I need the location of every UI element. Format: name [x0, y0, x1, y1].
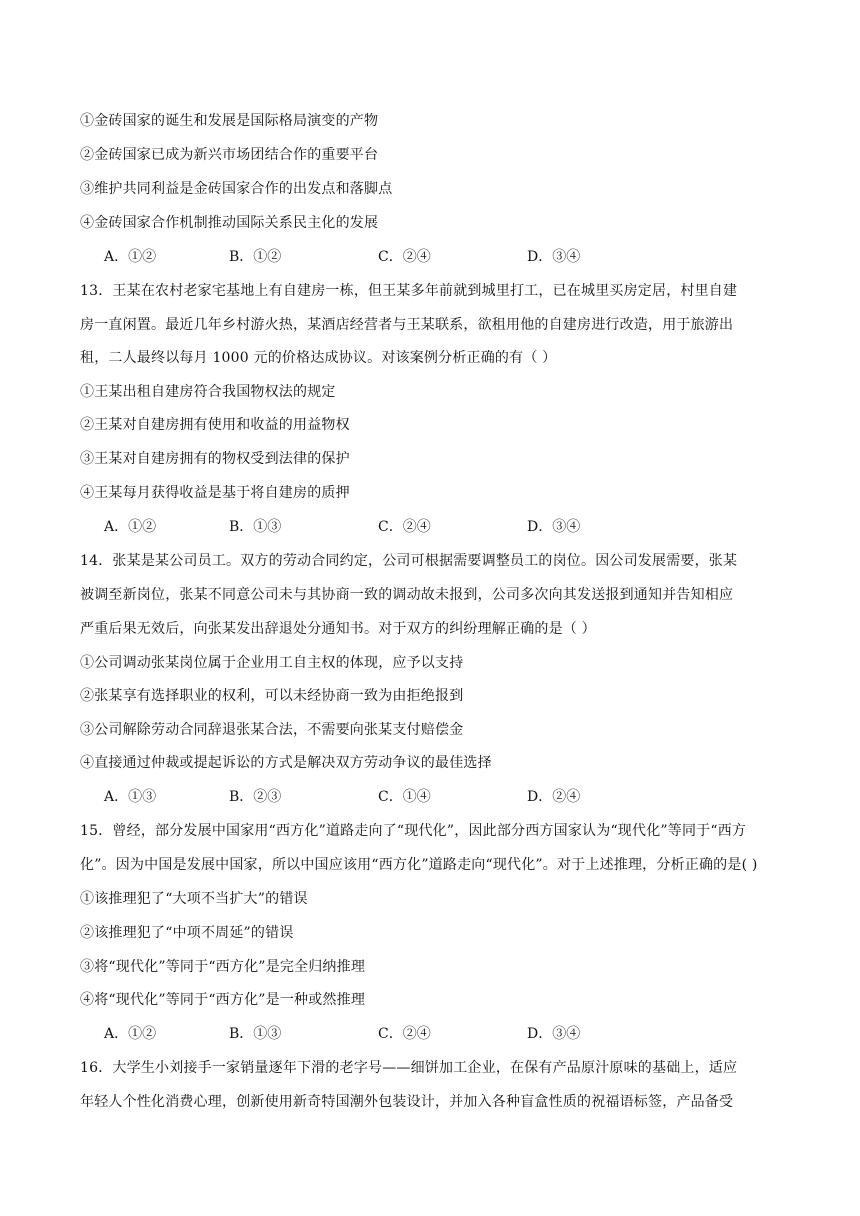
q16-stem-line-1: 16．大学生小刘接手一家销量逐年下滑的老字号——细饼加工企业，在保有产品原汁原味的基础上，适应 [80, 1060, 738, 1076]
q14-option-a: A．①③ [104, 789, 157, 805]
q14-statement-3: ③公司解除劳动合同辞退张某合法，不需要向张某支付赔偿金 [80, 722, 464, 738]
q15-statement-4: ④将“现代化”等同于“西方化”是一种或然推理 [80, 992, 366, 1008]
q15-statement-2: ②该推理犯了“中项不周延”的错误 [80, 925, 294, 941]
q13-statement-3: ③王某对自建房拥有的物权受到法律的保护 [80, 451, 350, 467]
q15-option-b: B．①③ [229, 1026, 282, 1042]
q14-options [0, 787, 860, 807]
q12-option-d: D．③④ [527, 249, 581, 265]
q14-stem-line-1: 14．张某是某公司员工。双方的劳动合同约定，公司可根据需要调整员工的岗位。因公司发展需要，张某 [80, 553, 738, 569]
q12-option-a: A．①② [104, 249, 157, 265]
q13-stem-line-1: 13．王某在农村老家宅基地上有自建房一栋，但王某多年前就到城里打工，已在城里买房定居，村里自建 [80, 283, 738, 299]
q14-option-c: C．①④ [378, 789, 431, 805]
q14-statement-2: ②张某享有选择职业的权利，可以未经协商一致为由拒绝报到 [80, 688, 464, 704]
q16-stem-line-2: 年轻人个性化消费心理，创新使用新奇特国潮外包装设计，并加入各种盲盒性质的祝福语标签，产品备受 [80, 1094, 734, 1110]
q12-option-b: B．①② [229, 249, 282, 265]
q13-options [0, 517, 860, 537]
q15-option-a: A．①② [104, 1026, 157, 1042]
q14-stem-line-2: 被调至新岗位，张某不同意公司未与其协商一致的调动故未报到，公司多次向其发送报到通知并告知相应 [80, 587, 734, 603]
q14-stem-line-3: 严重后果无效后，向张某发出辞退处分通知书。对于双方的纠纷理解正确的是（ ） [80, 621, 596, 637]
q15-statement-1: ①该推理犯了“大项不当扩大”的错误 [80, 891, 308, 907]
q13-option-d: D．③④ [527, 519, 581, 535]
q14-statement-1: ①公司调动张某岗位属于企业用工自主权的体现，应予以支持 [80, 655, 464, 671]
q13-option-c: C．②④ [378, 519, 431, 535]
q12-statement-2: ②金砖国家已成为新兴市场团结合作的重要平台 [80, 147, 379, 163]
q15-stem-line-2: 化”。因为中国是发展中国家，所以中国应该用“西方化”道路走向“现代化”。对于上述推理，分析正确的是( ) [80, 857, 758, 873]
q13-statement-2: ②王某对自建房拥有使用和收益的用益物权 [80, 417, 350, 433]
q12-option-c: C．②④ [378, 249, 431, 265]
q13-statement-4: ④王某每月获得收益是基于将自建房的质押 [80, 485, 350, 501]
q13-statement-1: ①王某出租自建房符合我国物权法的规定 [80, 384, 336, 400]
q15-statement-3: ③将“现代化”等同于“西方化”是完全归纳推理 [80, 959, 366, 975]
q15-option-d: D．③④ [527, 1026, 581, 1042]
q12-statement-3: ③维护共同利益是金砖国家合作的出发点和落脚点 [80, 181, 393, 197]
q13-option-a: A．①② [104, 519, 157, 535]
q15-stem-line-1: 15．曾经，部分发展中国家用“西方化”道路走向了“现代化”，因此部分西方国家认为“现代化”等同于“西方 [80, 823, 747, 839]
q13-stem-line-2: 房一直闲置。最近几年乡村游火热，某酒店经营者与王某联系，欲租用他的自建房进行改造，用于旅游出 [80, 317, 734, 333]
q14-option-b: B．②③ [229, 789, 282, 805]
q14-statement-4: ④直接通过仲裁或提起诉讼的方式是解决双方劳动争议的最佳选择 [80, 755, 492, 771]
q13-option-b: B．①③ [229, 519, 282, 535]
q12-statement-1: ①金砖国家的诞生和发展是国际格局演变的产物 [80, 113, 379, 129]
q15-options [0, 1024, 860, 1044]
q13-stem-line-3: 租，二人最终以每月 1000 元的价格达成协议。对该案例分析正确的有（ ） [80, 350, 557, 366]
q12-statement-4: ④金砖国家合作机制推动国际关系民主化的发展 [80, 215, 379, 231]
q14-option-d: D．②④ [527, 789, 581, 805]
q12-options [0, 247, 860, 267]
q15-option-c: C．②④ [378, 1026, 431, 1042]
